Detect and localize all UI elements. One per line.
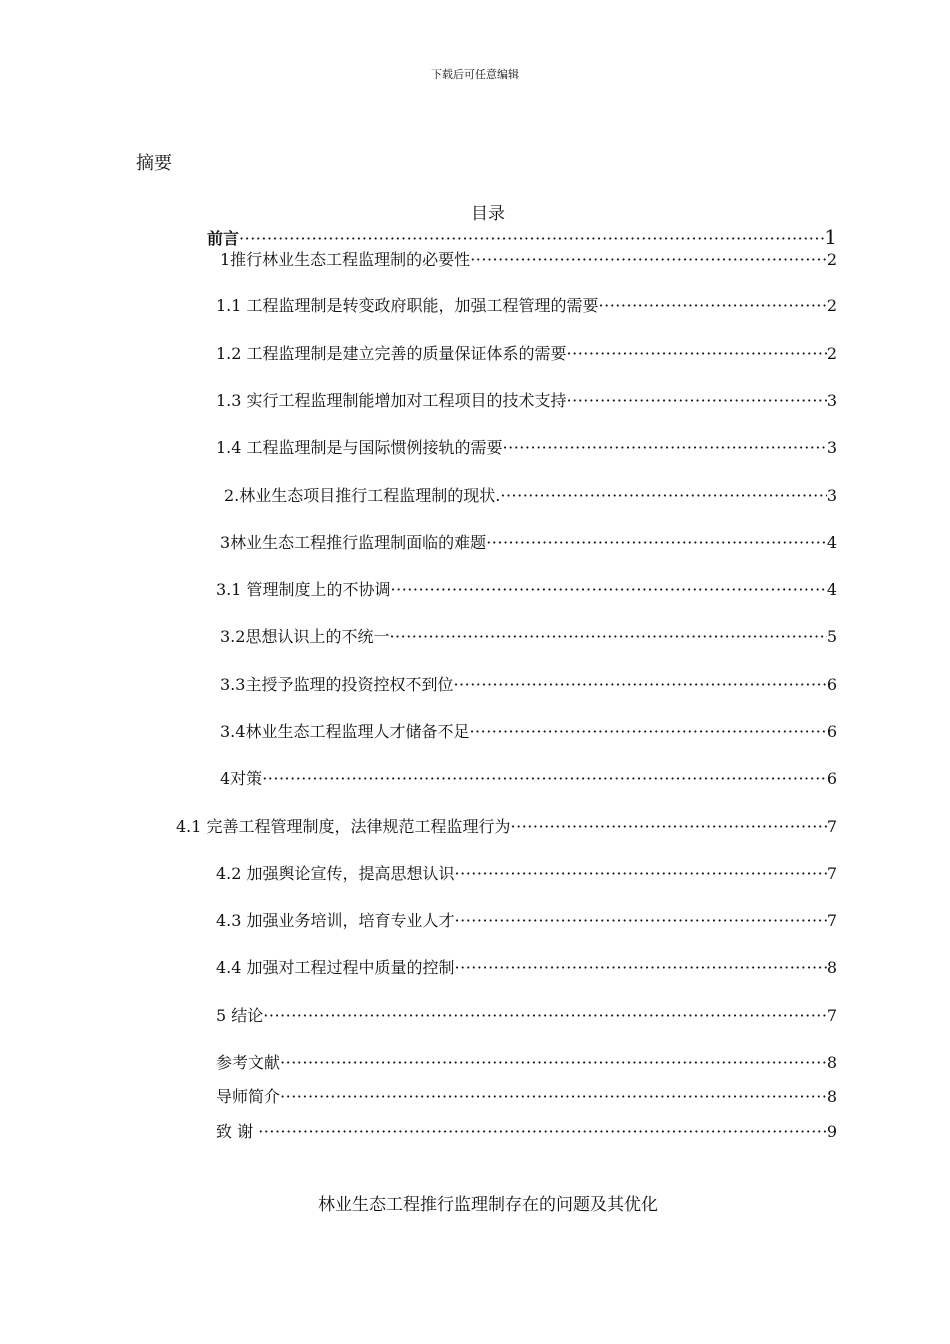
toc-dot-leader	[503, 437, 827, 459]
toc-entry-page: 2	[826, 250, 837, 269]
toc-entry-4-3[interactable]	[216, 910, 837, 932]
toc-dot-leader	[455, 957, 827, 979]
toc-entry-page: 4	[826, 580, 837, 599]
toc-entry-label: 参考文献	[216, 1053, 281, 1072]
toc-entry-3-4[interactable]	[220, 721, 837, 743]
toc-entry-1[interactable]	[220, 249, 837, 271]
toc-entry-label: 4对策	[220, 769, 263, 788]
toc-dot-leader	[599, 295, 827, 317]
toc-dot-leader	[486, 532, 827, 554]
toc-dot-leader	[263, 1005, 827, 1027]
toc-dot-leader	[500, 485, 826, 507]
toc-entry-3-2[interactable]	[220, 626, 837, 648]
toc-entry-references[interactable]	[216, 1052, 837, 1074]
toc-title: 目录	[471, 204, 505, 224]
toc-entry-page: 7	[826, 1006, 837, 1025]
toc-entry-4[interactable]	[220, 768, 837, 790]
toc-entry-page: 4	[826, 533, 837, 552]
toc-entry-2[interactable]	[224, 485, 837, 507]
toc-entry-5[interactable]	[216, 1005, 837, 1027]
toc-entry-label: 3.2思想认识上的不统一	[220, 627, 390, 646]
toc-entry-label: 致 谢	[216, 1122, 259, 1141]
toc-entry-page: 8	[826, 1087, 837, 1106]
toc-entry-4-4[interactable]	[216, 957, 837, 979]
toc-entry-page: 3	[826, 391, 837, 410]
toc-entry-label: 3.1 管理制度上的不协调	[216, 580, 391, 599]
toc-entry-label: 前言	[207, 229, 240, 248]
toc-entry-1-1[interactable]	[216, 295, 837, 317]
toc-entry-acknowledgements[interactable]	[216, 1121, 837, 1143]
toc-entry-1-2[interactable]	[216, 343, 837, 365]
toc-dot-leader	[455, 910, 827, 932]
toc-entry-page: 1	[824, 225, 837, 249]
toc-entry-advisor[interactable]	[216, 1086, 837, 1108]
toc-dot-leader	[280, 1052, 827, 1074]
toc-entry-3[interactable]	[220, 532, 837, 554]
toc-entry-label: 4.2 加强舆论宣传，提高思想认识	[216, 864, 455, 883]
toc-entry-label: 1.4 工程监理制是与国际惯例接轨的需要	[216, 438, 503, 457]
toc-entry-label: 4.1 完善工程管理制度，法律规范工程监理行为	[176, 817, 511, 836]
toc-entry-label: 1.1 工程监理制是转变政府职能，加强工程管理的需要	[216, 296, 599, 315]
toc-entry-1-4[interactable]	[216, 437, 837, 459]
toc-dot-leader	[469, 721, 826, 743]
toc-entry-label: 1推行林业生态工程监理制的必要性	[220, 250, 471, 269]
toc-entry-label: 2.林业生态项目推行工程监理制的现状.	[224, 486, 501, 505]
toc-entry-1-3[interactable]	[216, 390, 837, 412]
toc-entry-preface[interactable]	[207, 226, 837, 250]
toc-entry-page: 5	[826, 627, 837, 646]
toc-dot-leader	[280, 1086, 827, 1108]
toc-entry-page: 6	[826, 675, 837, 694]
toc-entry-label: 3.3主授予监理的投资控权不到位	[220, 675, 454, 694]
toc-dot-leader	[391, 579, 827, 601]
toc-dot-leader	[567, 390, 827, 412]
toc-entry-page: 2	[826, 344, 837, 363]
toc-dot-leader	[455, 863, 827, 885]
toc-dot-leader	[239, 228, 824, 250]
toc-dot-leader	[511, 816, 827, 838]
toc-entry-label: 3林业生态工程推行监理制面临的难题	[220, 533, 487, 552]
toc-entry-label: 导师简介	[216, 1087, 281, 1106]
document-title: 林业生态工程推行监理制存在的问题及其优化	[318, 1195, 658, 1215]
toc-dot-leader	[453, 674, 826, 696]
toc-entry-4-1[interactable]	[176, 816, 837, 838]
toc-entry-page: 7	[826, 911, 837, 930]
toc-dot-leader	[389, 626, 826, 648]
toc-entry-label: 4.3 加强业务培训，培育专业人才	[216, 911, 455, 930]
toc-entry-4-2[interactable]	[216, 863, 837, 885]
toc-entry-label: 4.4 加强对工程过程中质量的控制	[216, 958, 455, 977]
toc-entry-label: 3.4林业生态工程监理人才储备不足	[220, 722, 470, 741]
toc-dot-leader	[567, 343, 827, 365]
toc-dot-leader	[470, 249, 827, 271]
toc-dot-leader	[258, 1121, 827, 1143]
toc-entry-page: 8	[826, 958, 837, 977]
toc-entry-page: 3	[826, 486, 837, 505]
header-note: 下载后可任意编辑	[431, 68, 519, 81]
toc-dot-leader	[262, 768, 827, 790]
toc-entry-3-1[interactable]	[216, 579, 837, 601]
toc-entry-label: 1.2 工程监理制是建立完善的质量保证体系的需要	[216, 344, 567, 363]
toc-entry-page: 9	[826, 1122, 837, 1141]
toc-entry-label: 5 结论	[216, 1006, 264, 1025]
toc-entry-page: 7	[826, 817, 837, 836]
toc-entry-page: 7	[826, 864, 837, 883]
toc-entry-page: 2	[826, 296, 837, 315]
toc-entry-3-3[interactable]	[220, 674, 837, 696]
toc-entry-label: 1.3 实行工程监理制能增加对工程项目的技术支持	[216, 391, 567, 410]
toc-entry-page: 6	[826, 769, 837, 788]
toc-entry-page: 3	[826, 438, 837, 457]
toc-entry-page: 6	[826, 722, 837, 741]
abstract-heading: 摘要	[136, 153, 172, 174]
toc-entry-page: 8	[826, 1053, 837, 1072]
